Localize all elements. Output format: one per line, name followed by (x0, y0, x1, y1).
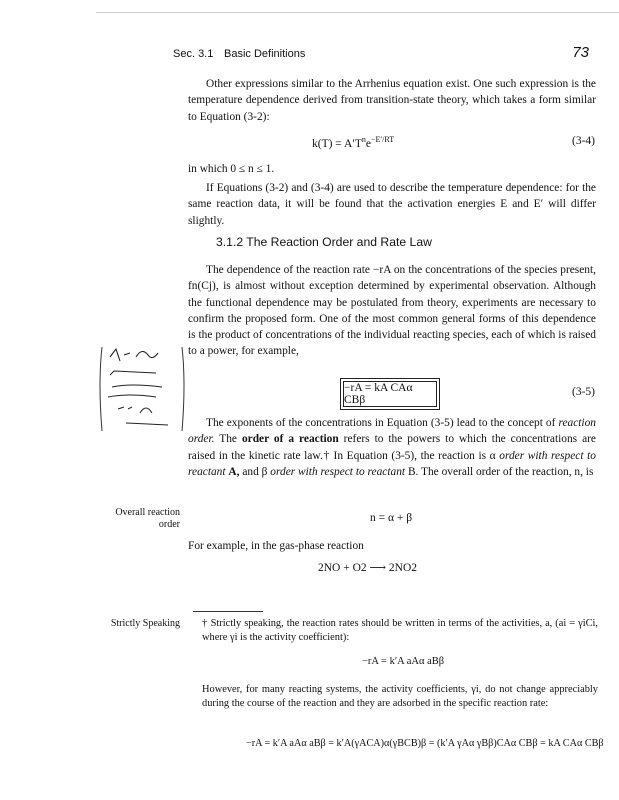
equation-reaction: 2NO + O2 ⟶ 2NO2 (318, 562, 417, 574)
paragraph-4: The dependence of the reaction rate −rA on the concentrations of the species present, fn(Cj), is almost without exception determined by experimental observation. Although the functional dependence may be postulated from theory, experiments are necessary to confirm the proposed form. One of the most common general forms of this dependence is the product of concentrations of the individual reacting species, each of which is raised to a power, for example, (188, 264, 596, 358)
section-heading: 3.1.2 The Reaction Order and Rate Law (216, 235, 432, 249)
p5-term-reaction-order: reaction order. (188, 417, 596, 446)
footnote-equation-2: −rA = k′A aAα aBβ = k′A(γACA)α(γBCB)β = (k′A γAα γBβ)CAα CBβ = kA CAα CBβ (246, 738, 604, 749)
p5-part-e: B. The overall order of the reaction, n, is (407, 465, 594, 478)
equation-3-4-e: e (365, 137, 371, 150)
footnote-text-2: However, for many reacting systems, the activity coefficients, γi, do not change appreciably during the course of the reaction and they are adsorbed in the specific reaction rate: (202, 684, 598, 709)
paragraph-5 (188, 415, 596, 480)
margin-note-overall-order: Overall reaction order (115, 507, 180, 530)
top-rule (96, 12, 619, 13)
section-label: Sec. 3.1 (173, 48, 214, 60)
page-number: 73 (572, 44, 589, 61)
footnote-equation-1: −rA = k′A aAα aBβ (362, 656, 445, 667)
equation-3-4-number: (3-4) (572, 135, 595, 147)
equation-3-4 (312, 135, 394, 150)
paragraph-2: in which 0 ≤ n ≤ 1. (188, 163, 275, 175)
handwritten-notes-icon (96, 343, 188, 435)
paragraph-1: Other expressions similar to the Arrhenius equation exist. One such expression is the temperature dependence derived from transition-state theory, which takes a form similar to Equation (3-2): (188, 78, 596, 123)
equation-3-4-exponent-energy: −E′/RT (371, 135, 395, 144)
section-title: Basic Definitions (224, 48, 306, 60)
p5-bold-a: A, (228, 465, 240, 478)
p5-italic-2: order with respect to reactant (270, 465, 406, 478)
equation-3-5: −rA = kA CAα CBβ (343, 381, 437, 407)
boxed-equation-3-5 (340, 378, 440, 410)
equation-3-4-lhs: k(T) = A′T (312, 137, 362, 150)
equation-3-5-number: (3-5) (572, 386, 595, 398)
paragraph-3: If Equations (3-2) and (3-4) are used to describe the temperature dependence: for the same reaction data, it will be found that the activation energies E and E′ will differ slightly. (188, 182, 596, 227)
p5-italic-1: order with respect to reactant (188, 449, 596, 478)
p5-part-c: refers to the powers to which the concentrations are raised in the kinetic rate law.† In Equation (3-5), the reaction is α (188, 433, 596, 462)
p5-part-a: The exponents of the concentrations in Equation (3-5) lead to the concept of (206, 417, 556, 429)
footnote-rule (193, 611, 263, 612)
p5-part-b: The (219, 433, 237, 446)
p5-part-d: and β (242, 465, 268, 478)
margin-note-strictly-speaking: Strictly Speaking (110, 618, 180, 629)
paragraph-6: For example, in the gas-phase reaction (188, 540, 364, 552)
equation-3-4-exponent-n: n (361, 135, 366, 144)
footnote-text-1: † Strictly speaking, the reaction rates should be written in terms of the activities, a, (ai = γiCi, where γi is the activity coefficient): (202, 618, 598, 643)
p5-bold-order-of-reaction: order of a reaction (241, 433, 339, 446)
equation-overall-order: n = α + β (370, 512, 413, 524)
